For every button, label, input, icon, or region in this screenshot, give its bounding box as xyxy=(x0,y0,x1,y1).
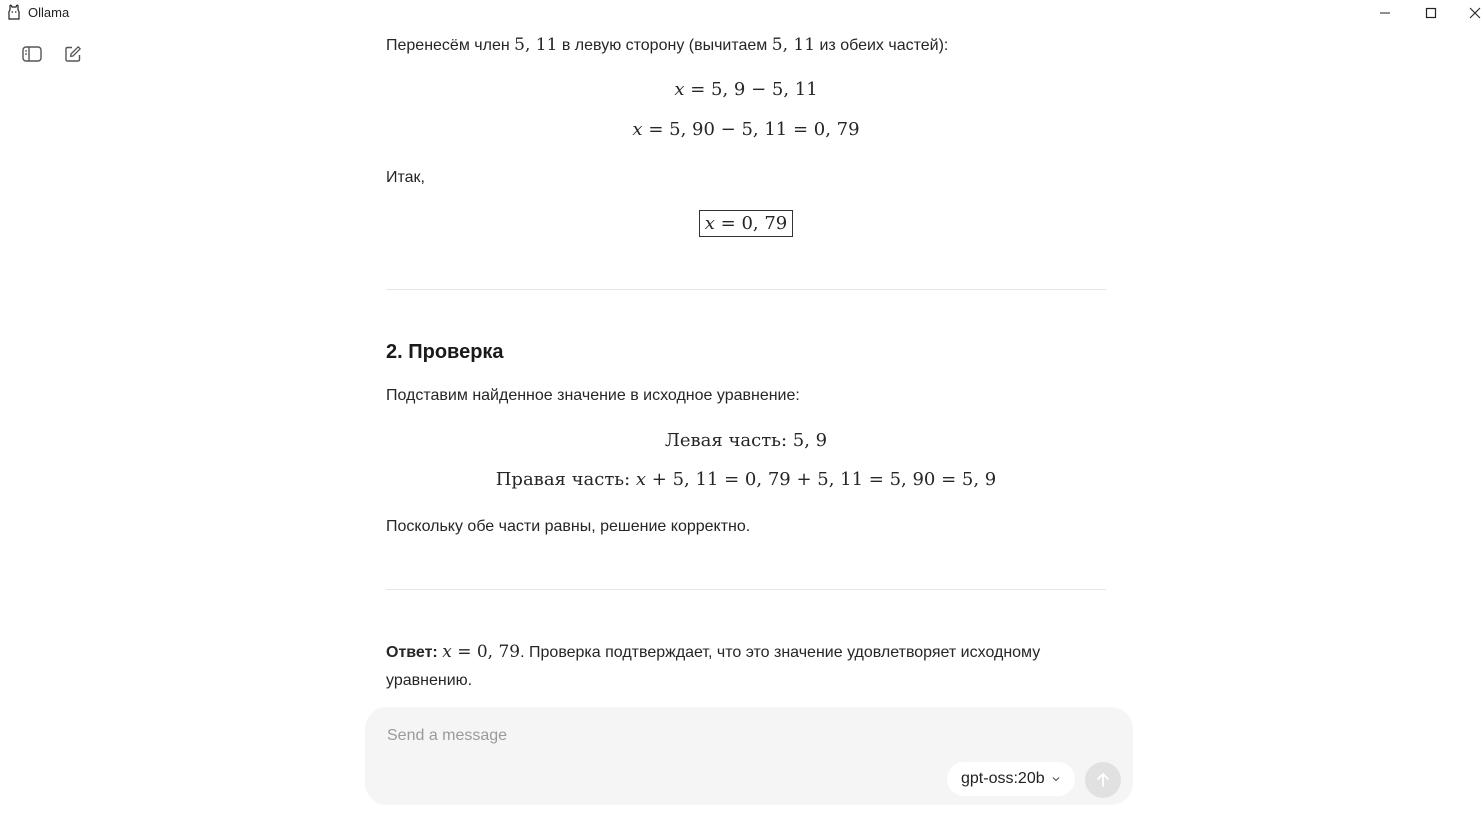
message-input[interactable] xyxy=(385,723,1109,749)
arrow-up-icon xyxy=(1096,772,1110,788)
minimize-button[interactable] xyxy=(1362,0,1408,26)
maximize-button[interactable] xyxy=(1408,0,1454,26)
maximize-icon xyxy=(1425,7,1437,19)
sidebar-toggle-button[interactable] xyxy=(20,42,44,66)
section-heading: 2. Проверка xyxy=(386,341,504,363)
title-bar xyxy=(0,0,1482,26)
minimize-icon xyxy=(1379,7,1391,19)
conclusion-paragraph: Поскольку обе части равны, решение корректно. xyxy=(386,518,751,535)
divider xyxy=(386,289,1106,290)
answer-label: Ответ: xyxy=(386,644,438,661)
send-button[interactable] xyxy=(1085,762,1121,798)
right-side-equation: Правая часть: x + 5, 11 = 0, 79 + 5, 11 = 5, 90 = 5, 9 xyxy=(495,469,997,490)
substitute-paragraph: Подставим найденное значение в исходное уравнение: xyxy=(386,387,800,404)
close-icon xyxy=(1469,7,1481,19)
itak-text: Итак, xyxy=(386,169,425,186)
move-term-paragraph: Перенесём член 5, 11 в левую сторону (вычитаем 5, 11 из обеих частей): xyxy=(386,35,949,55)
left-side-equation: Левая часть: 5, 9 xyxy=(664,430,828,451)
new-chat-button[interactable] xyxy=(61,42,85,66)
answer-paragraph: Ответ: x = 0, 79. Проверка подтверждает, что это значение удовлетворяет исходному уравнению. xyxy=(386,642,1041,689)
math-inline: 5, 11 xyxy=(514,35,558,55)
message-composer xyxy=(365,707,1133,805)
compose-icon xyxy=(64,45,82,63)
window-title: Ollama xyxy=(28,5,70,20)
ollama-logo-icon xyxy=(7,4,21,20)
math-inline: x = 0, 79 xyxy=(442,642,521,662)
sidebar-icon xyxy=(22,46,42,62)
boxed-result: x = 0, 79 xyxy=(386,210,1106,237)
chevron-down-icon xyxy=(1051,774,1061,784)
close-button[interactable] xyxy=(1452,0,1482,26)
equation-2: x = 5, 90 − 5, 11 = 0, 79 xyxy=(632,119,860,140)
divider xyxy=(386,589,1106,590)
math-inline: 5, 11 xyxy=(771,35,816,55)
model-name: gpt-oss:20b xyxy=(961,770,1045,787)
model-selector[interactable] xyxy=(947,762,1075,796)
equation-1: x = 5, 9 − 5, 11 xyxy=(674,79,818,100)
